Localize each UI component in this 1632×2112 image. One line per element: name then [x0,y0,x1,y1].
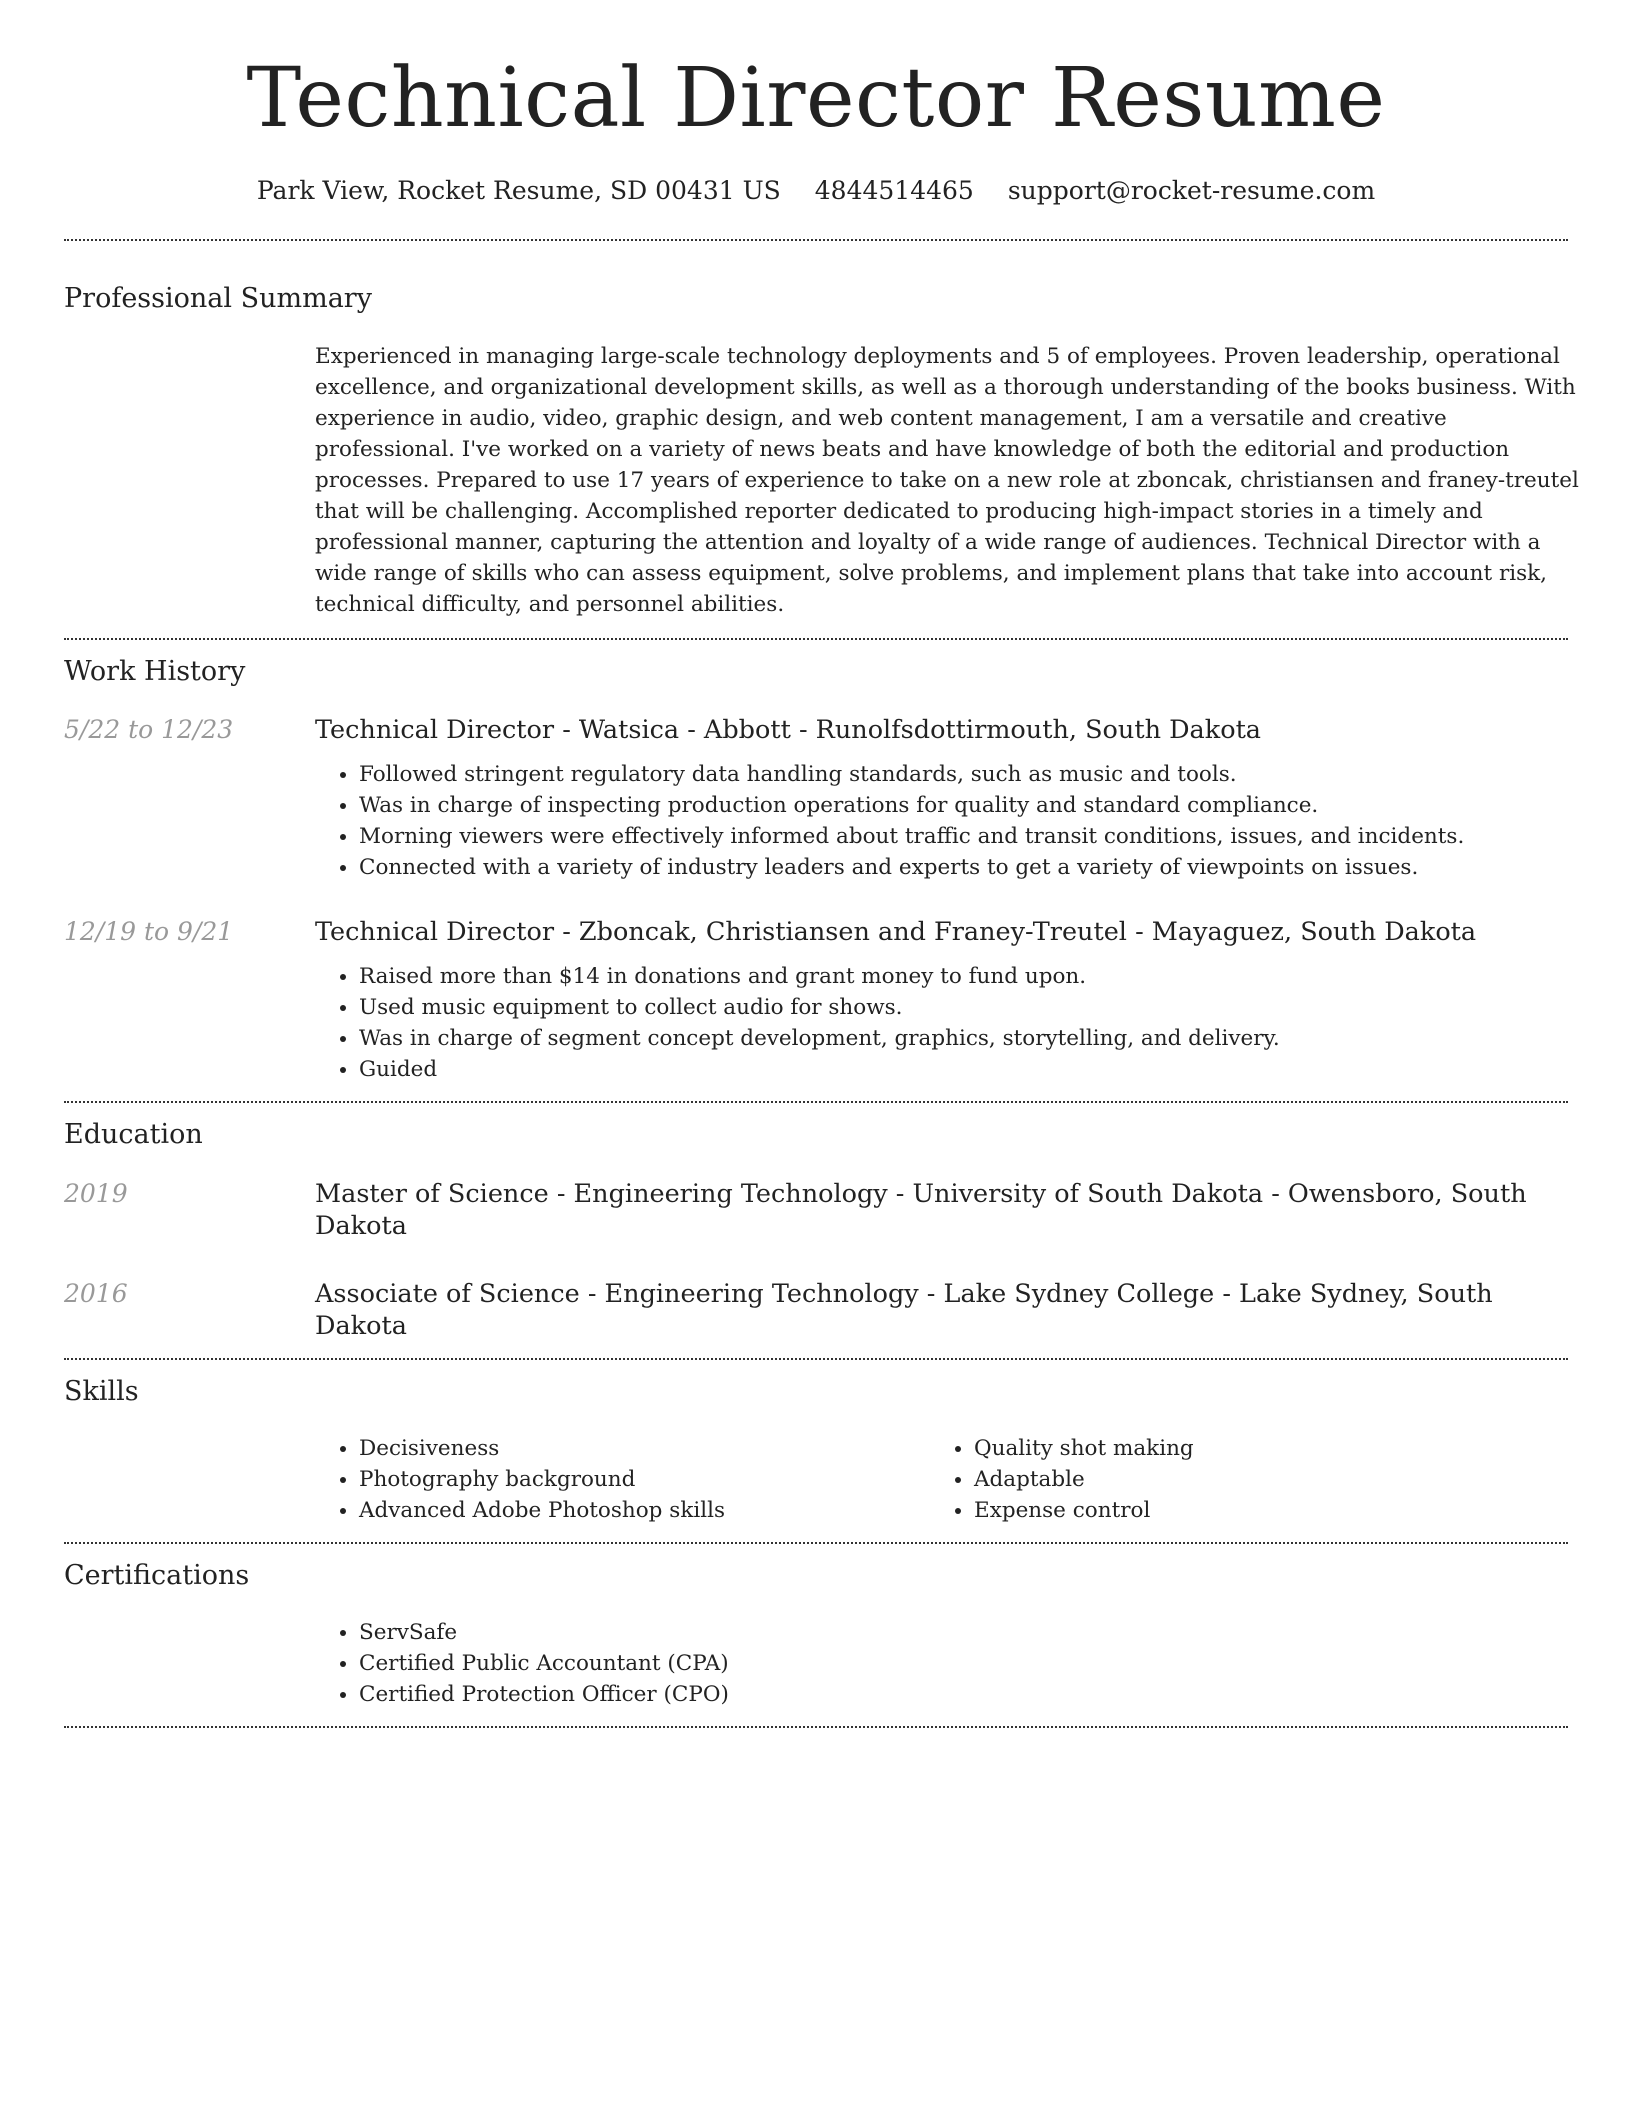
skill-item: • Advanced Adobe Photoshop skills [359,1495,930,1526]
certification-item: • Certified Public Accountant (CPA) [359,1648,1568,1679]
job-bullet: • Raised more than $14 in donations and grant money to fund upon. [359,961,1568,992]
education-section [64,1103,1568,1358]
certifications-list [359,1617,1568,1710]
contact-line [64,176,1568,205]
job-bullet: • Followed stringent regulatory data handling standards, such as music and tools. [359,759,1568,790]
job-title: Technical Director - Zboncak, Christiansen and Franey-Treutel - Mayaguez, South Dakota [315,917,1477,947]
resume-title: Technical Director Resume [246,51,1386,146]
skill-item: • Adaptable [974,1464,1530,1495]
certifications-section [64,1544,1568,1726]
job-body [315,916,1568,1085]
summary-section [64,241,1579,638]
education-year: 2016 [64,1279,128,1308]
job-title: Technical Director - Watsica - Abbott - Runolfsdottirmouth, South Dakota [315,715,1262,745]
job-bullets [359,961,1568,1085]
skills-column-left [359,1433,930,1526]
education-title: Master of Science - Engineering Technology - University of South Dakota - Owensboro, South Dakota [315,1179,1527,1241]
skills-grid [315,1433,1568,1526]
contact-email: support@rocket-resume.com [1007,176,1376,205]
skills-heading: Skills [64,1376,139,1407]
certification-item: • Certified Protection Officer (CPO) [359,1679,1568,1710]
skill-item: • Photography background [359,1464,930,1495]
certification-item: • ServSafe [359,1617,1568,1648]
education-year: 2019 [64,1179,128,1208]
job-dates: 12/19 to 9/21 [64,917,234,946]
job-bullets [359,759,1568,883]
job-bullet: • Morning viewers were effectively informed about traffic and transit conditions, issues, and incidents. [359,821,1568,852]
job-entry [64,714,1568,883]
job-entry [64,916,1568,1085]
skills-section [64,1360,1568,1542]
job-bullet: • Used music equipment to collect audio for shows. [359,992,1568,1023]
work-history-section [64,640,1568,1101]
education-heading: Education [64,1119,203,1150]
summary-text: Experienced in managing large-scale technology deployments and 5 of employees. Proven leadership, operational excellence, and organizational development skills, as well as a thorough understanding of the books business. With experience in audio, video, graphic design, and web content management, I am a versatile and creative professional. I've worked on a variety of news beats and have knowledge of both the editorial and production processes. Prepared to use 17 years of experience to take on a new role at zboncak, christiansen and franey-treutel that will be challenging. Accomplished reporter dedicated to producing high-impact stories in a timely and professional manner, capturing the attention and loyalty of a wide range of audiences. Technical Director with a wide range of skills who can assess equipment, solve problems, and implement plans that take into account risk, technical difficulty, and personnel abilities. [315,344,1579,617]
skill-item: • Expense control [974,1495,1530,1526]
education-title: Associate of Science - Engineering Technology - Lake Sydney College - Lake Sydney, South Dakota [315,1279,1493,1341]
certifications-heading: Certifications [64,1560,250,1591]
skill-item: • Decisiveness [359,1433,930,1464]
work-history-heading: Work History [64,656,246,687]
job-body [315,714,1568,883]
job-bullet: • Connected with a variety of industry leaders and experts to get a variety of viewpoints on issues. [359,852,1568,883]
section-divider [64,1726,1568,1728]
contact-phone: 4844514465 [814,176,974,205]
job-bullet: • Was in charge of inspecting production operations for quality and standard compliance. [359,790,1568,821]
job-dates: 5/22 to 12/23 [64,715,234,744]
contact-address: Park View, Rocket Resume, SD 00431 US [256,176,781,205]
skills-column-right [974,1433,1530,1526]
skill-item: • Quality shot making [974,1433,1530,1464]
summary-heading: Professional Summary [64,283,372,314]
education-entry [64,1178,1568,1242]
education-entry [64,1278,1568,1342]
job-bullet: • Guided [359,1054,1568,1085]
job-bullet: • Was in charge of segment concept development, graphics, storytelling, and delivery. [359,1023,1568,1054]
